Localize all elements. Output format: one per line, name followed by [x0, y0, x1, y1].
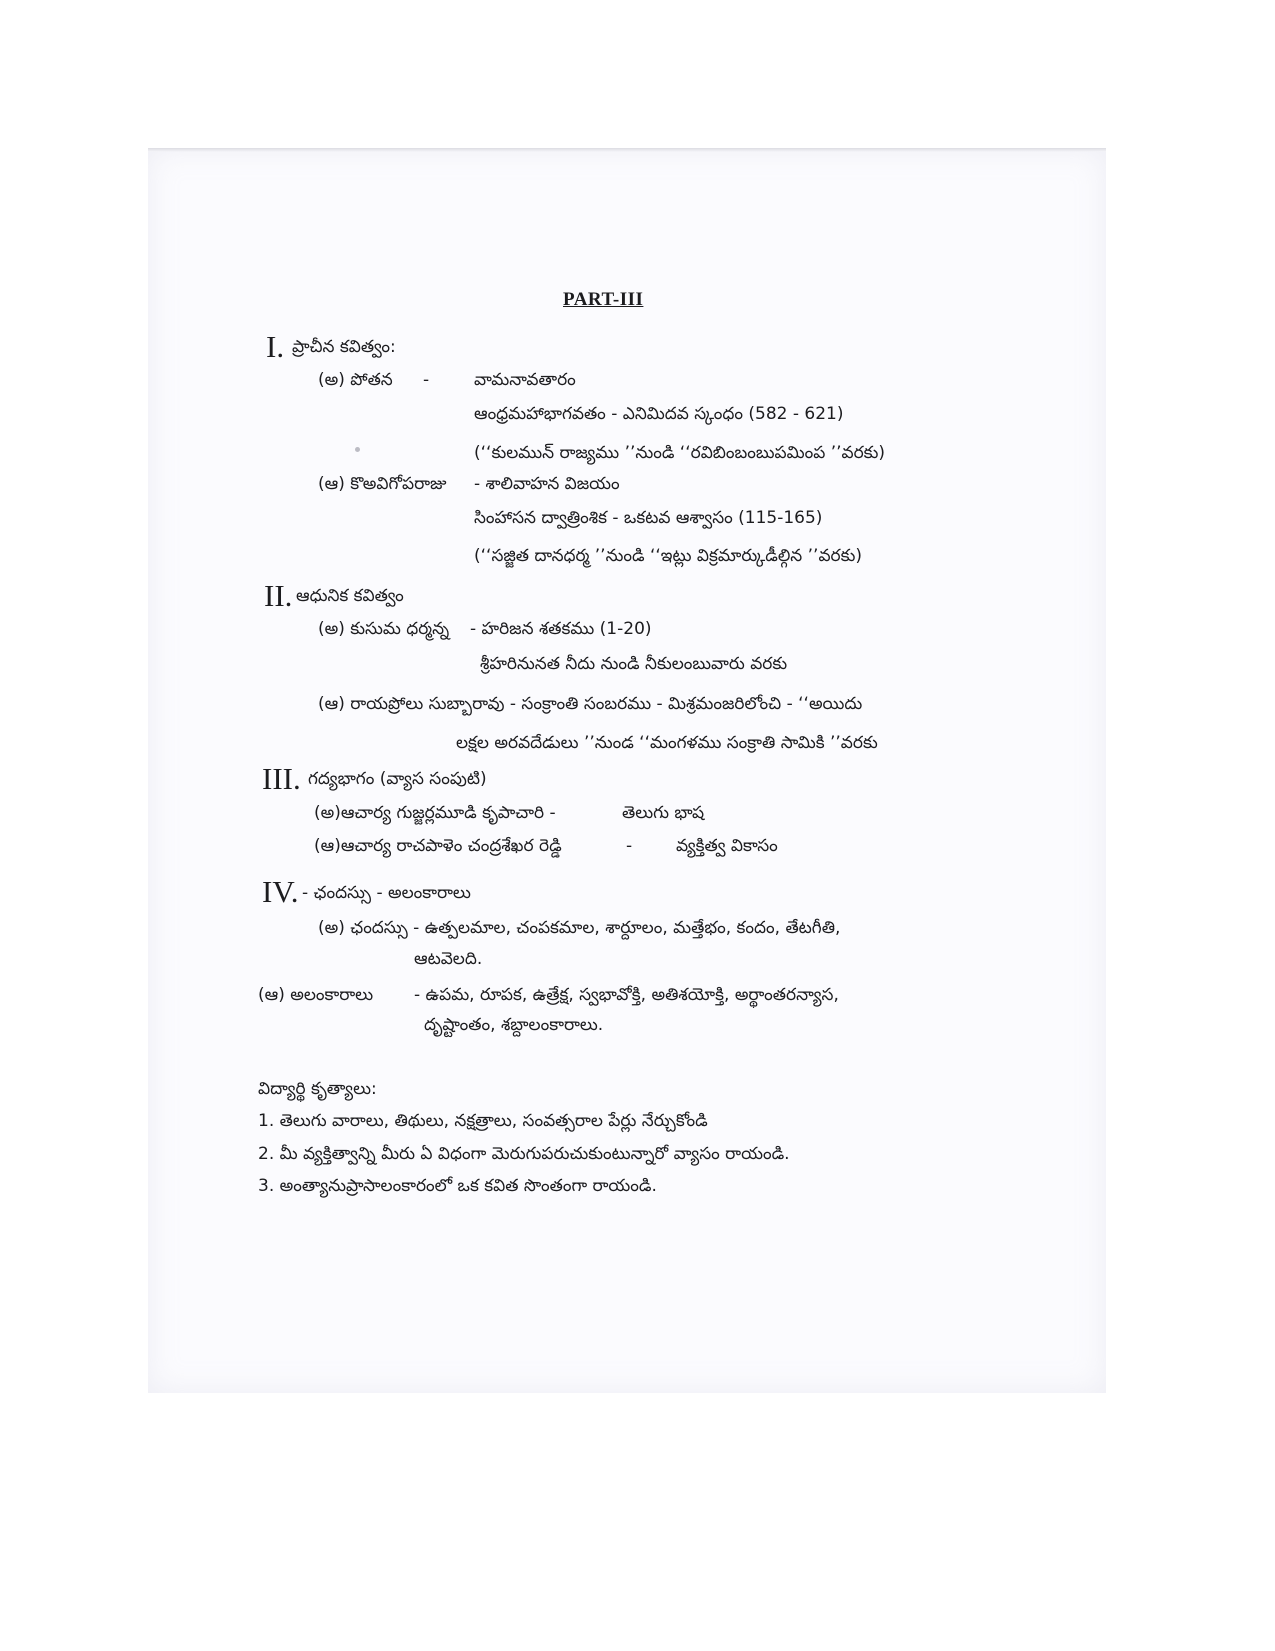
- section-3-b-dash: -: [626, 836, 633, 856]
- section-3-a-value: తెలుగు భాష: [622, 803, 705, 823]
- section-1-a-dash: -: [423, 370, 430, 390]
- section-1-b-line2: సింహాసన ద్వాత్రింశిక - ఒకటవ ఆశ్వాసం (115-165): [474, 508, 823, 528]
- section-4-b-line1: - ఉపమ, రూపక, ఉత్రేక్ష, స్వభావోక్తి, అతిశయోక్తి, అర్థాంతరన్యాస,: [414, 985, 839, 1005]
- section-1-b-line3: (‘‘సజ్జిత దానధర్మ ’’నుండి ‘‘ఇట్లు విక్రమార్కుడీల్గిన ’’వరకు): [474, 546, 863, 566]
- section-3-b-label: (ఆ)ఆచార్య రాచపాళెం చంద్రశేఖర రెడ్డి: [314, 836, 562, 856]
- section-4-heading: - ఛందస్సు - అలంకారాలు: [302, 883, 471, 903]
- section-1-b-line1: - శాలివాహన విజయం: [474, 474, 620, 494]
- section-1-a-line2: ఆంధ్రమహాభాగవతం - ఎనిమిదవ స్కంధం (582 - 621): [474, 404, 844, 424]
- section-4-b-label: (ఆ) అలంకారాలు: [258, 985, 374, 1005]
- page-title: PART-III: [563, 289, 644, 310]
- section-2-b-line1: (ఆ) రాయప్రోలు సుబ్బారావు - సంక్రాంతి సంబరము - మిశ్రమంజరిలోంచి - ‘‘అయిదు: [318, 694, 863, 714]
- section-1-a-label: (అ) పోతన: [318, 370, 393, 390]
- section-4-numeral: IV.: [262, 874, 299, 909]
- student-task-item-2: 2. మీ వ్యక్తిత్వాన్ని మీరు ఏ విధంగా మెరుగుపరుచుకుంటున్నారో వ్యాసం రాయండి.: [258, 1144, 790, 1164]
- section-1-a-line3: (‘‘కులమున్ రాజ్యము ’’నుండి ‘‘రవిబింబంబుపమింప ’’వరకు): [474, 443, 886, 463]
- student-task-item-3: 3. అంత్యానుప్రాసాలంకారంలో ఒక కవిత సొంతంగా రాయండి.: [258, 1176, 657, 1196]
- section-2-a-line1: - హరిజన శతకము (1-20): [470, 619, 652, 639]
- student-tasks-heading: విద్యార్థి కృత్యాలు:: [258, 1079, 377, 1099]
- section-3-b-value: వ్యక్తిత్వ వికాసం: [676, 836, 778, 856]
- section-2-a-label: (అ) కుసుమ ధర్మన్న: [318, 619, 450, 639]
- section-1-heading: ప్రాచీన కవిత్వం:: [292, 337, 396, 357]
- section-3-a-label: (అ)ఆచార్య గుజ్జర్లమూడి కృపాచారి -: [314, 803, 556, 823]
- section-2-a-line2: శ్రీహరినునత నీదు నుండి నీకులంబువారు వరకు: [480, 654, 788, 674]
- section-4-a-line1: (అ) ఛందస్సు - ఉత్పలమాల, చంపకమాల, శార్దూలం, మత్తేభం, కందం, తేటగీతి,: [318, 918, 841, 938]
- section-2-heading: ఆధునిక కవిత్వం: [296, 586, 404, 606]
- student-task-item-1: 1. తెలుగు వారాలు, తిథులు, నక్షత్రాలు, సంవత్సరాల పేర్లు నేర్చుకోండి: [258, 1111, 708, 1131]
- section-2-numeral: II.: [264, 578, 293, 613]
- section-4-b-line2: దృష్టాంతం, శబ్దాలంకారాలు.: [424, 1015, 604, 1035]
- section-2-b-line2: లక్షల అరవదేడులు ’’నుండ ‘‘మంగళము సంక్రాతి సామికి ’’వరకు: [456, 733, 878, 753]
- section-3-numeral: III.: [262, 761, 301, 796]
- section-3-heading: గద్యభాగం (వ్యాస సంపుటి): [308, 769, 487, 789]
- section-1-a-line1: వామనావతారం: [474, 370, 576, 390]
- section-1-b-label: (ఆ) కొఅవిగోపరాజు: [318, 474, 447, 494]
- section-4-a-line2: ఆటవెలది.: [414, 949, 483, 969]
- scan-speck: [355, 447, 360, 452]
- section-1-numeral: I.: [266, 329, 285, 364]
